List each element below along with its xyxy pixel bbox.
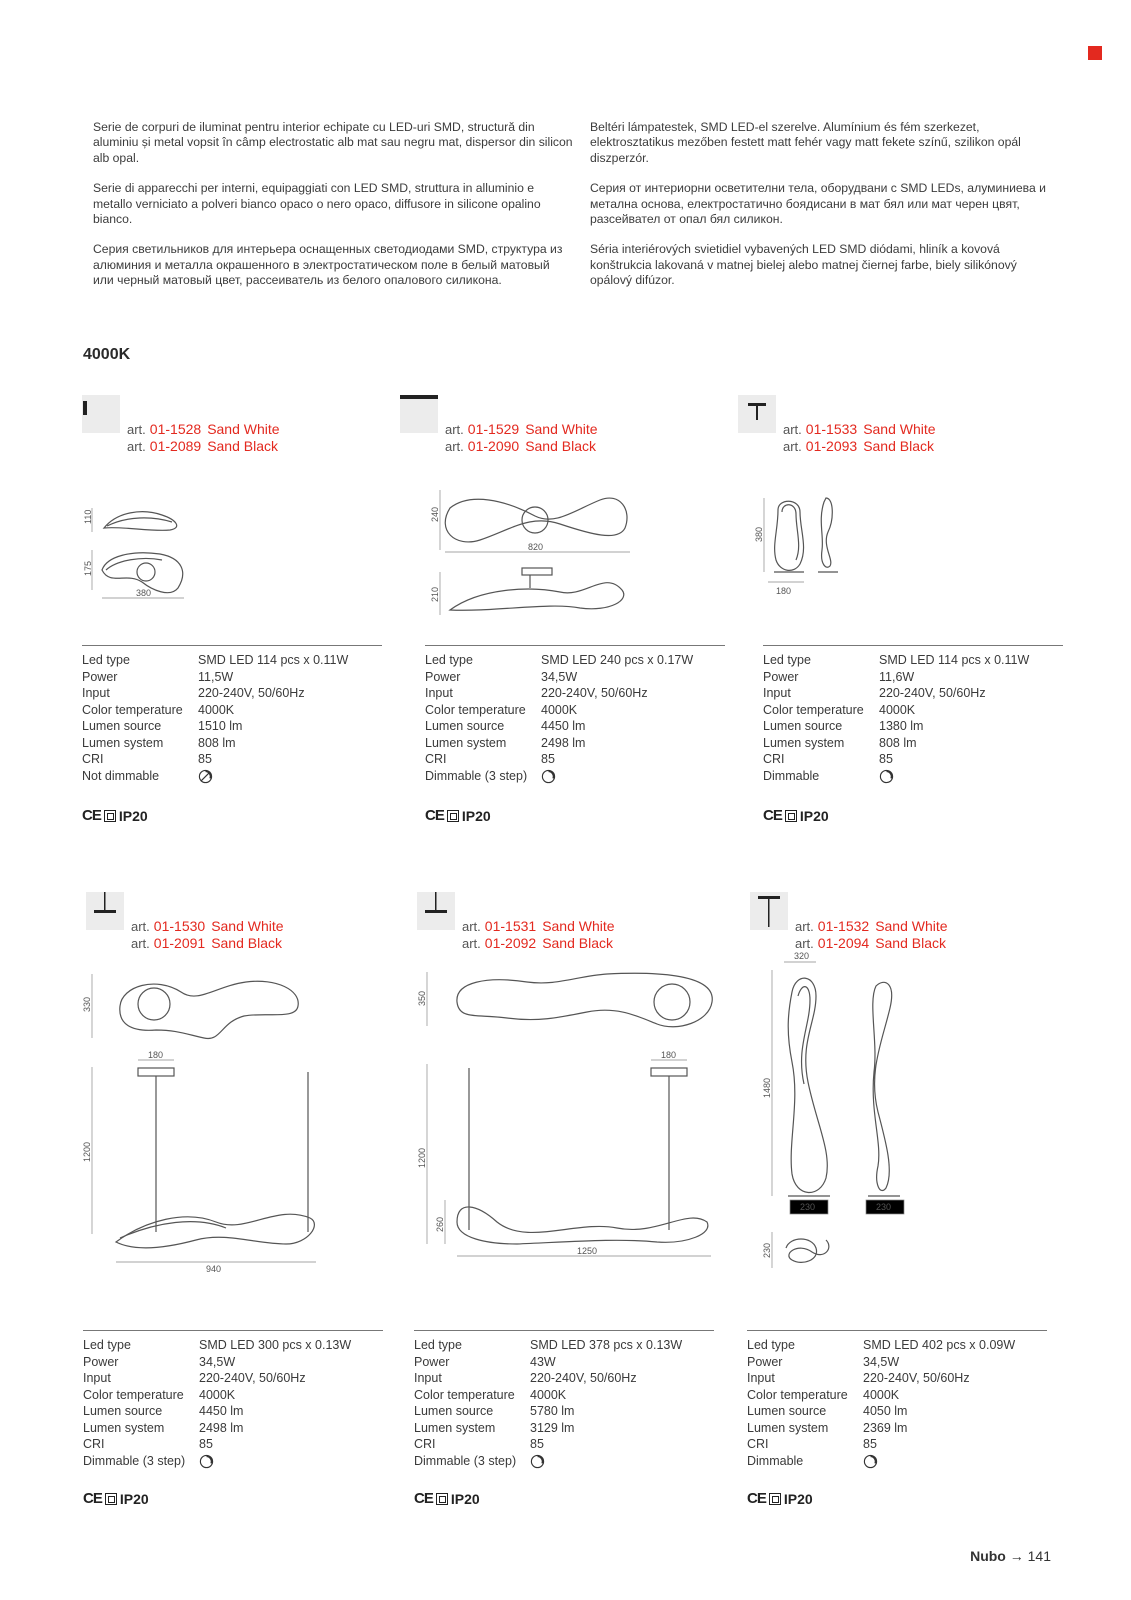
dimension-label: 180 — [776, 586, 792, 596]
spec-label: Dimmable (3 step) — [83, 1453, 186, 1468]
article-code: 01-2093 — [805, 438, 858, 454]
spec-label: Dimmable — [747, 1453, 804, 1468]
article-list — [783, 421, 936, 455]
spec-label: Input — [414, 1371, 442, 1386]
spec-label: Lumen source — [763, 719, 843, 734]
intro-paragraph-hu: Beltéri lámpatestek, SMD LED-el szerelve. Alumínium és fém szerkezet, elektrosztatikus mezőben festett matt fehér vagy matt fekete színű, szilikon opál diszperzór. — [590, 120, 1021, 165]
spec-label: Led type — [763, 653, 811, 668]
intro-paragraph-ru: Серия светильников для интерьера оснащенных светодиодами SMD, структура из алюминия и металла окрашенного в электростатическом поле в белый матовый или черный матовый цвет, рассеиватель из белого опалового силикона. — [93, 242, 563, 288]
certification-marks — [83, 1490, 149, 1507]
dimming-icon — [530, 1454, 545, 1469]
article-line: art. 01-1528 Sand White — [127, 421, 280, 437]
ceiling-mount-icon — [400, 395, 438, 433]
product-card — [82, 892, 396, 1507]
article-code: 01-2091 — [153, 935, 206, 951]
ip-rating: IP20 — [799, 807, 829, 824]
product-card — [738, 395, 1048, 865]
dimension-label: 230 — [876, 1202, 892, 1212]
article-code: 01-1528 — [149, 421, 202, 437]
article-line: art. 01-2091 Sand Black — [131, 935, 283, 951]
article-color: Sand Black — [207, 438, 279, 454]
article-line: art. 01-2090 Sand Black — [445, 438, 597, 454]
article-code: 01-1529 — [467, 421, 520, 437]
spec-label: Led type — [414, 1338, 462, 1353]
dimension-label: 380 — [136, 588, 152, 598]
technical-drawing — [82, 972, 386, 1302]
dimension-label: 380 — [754, 526, 764, 542]
ce-mark: CE — [425, 807, 444, 824]
dimension-label: 230 — [800, 1202, 816, 1212]
spec-label: CRI — [763, 752, 785, 767]
article-color: Sand Black — [211, 935, 283, 951]
spec-label: Color temperature — [425, 702, 526, 717]
article-list — [131, 918, 284, 952]
spec-label: Dimmable (3 step) — [425, 768, 528, 783]
spec-label: Led type — [747, 1338, 795, 1353]
spec-label: Input — [83, 1371, 111, 1386]
spec-value: SMD LED 378 pcs x 0.13W — [530, 1338, 683, 1353]
product-card — [747, 892, 1060, 1507]
article-color: Sand White — [875, 918, 948, 934]
intro-left-column — [93, 120, 573, 304]
spec-label: Lumen source — [82, 719, 162, 734]
spec-label: Led type — [425, 653, 473, 668]
spec-value: 220-240V, 50/60Hz — [199, 1371, 306, 1386]
spec-label: Input — [425, 686, 453, 701]
spec-label: Led type — [82, 653, 130, 668]
dimension-label: 320 — [794, 951, 810, 961]
article-list — [445, 421, 598, 455]
corner-marker — [1088, 46, 1102, 60]
article-line: art. 01-2089 Sand Black — [127, 438, 279, 454]
spec-label: CRI — [747, 1437, 769, 1452]
certification-marks — [414, 1490, 480, 1507]
intro-right-column — [590, 120, 1060, 304]
article-code: 01-2092 — [484, 935, 537, 951]
ip-rating: IP20 — [450, 1490, 480, 1507]
intro-paragraph-bg: Серия от интериорни осветителни тела, оборудвани с SMD LEDs, алуминиева и метална основа, електростатично боядисани в мат бял или мат черен цвят, разсейвател от опал бял силикон. — [590, 181, 1046, 227]
article-color: Sand White — [207, 421, 280, 437]
article-line: art. 01-1533 Sand White — [783, 421, 936, 437]
article-color: Sand White — [525, 421, 598, 437]
spec-value: SMD LED 300 pcs x 0.13W — [199, 1338, 352, 1353]
spec-value: 220-240V, 50/60Hz — [541, 686, 648, 701]
certification-marks — [763, 807, 829, 824]
ce-mark: CE — [82, 807, 101, 824]
class-ii-icon — [447, 810, 459, 822]
class-ii-icon — [785, 810, 797, 822]
dimension-label: 1200 — [417, 1147, 427, 1168]
spec-label: Input — [763, 686, 791, 701]
spec-label: Color temperature — [82, 702, 183, 717]
article-code: 01-1530 — [153, 918, 206, 934]
dimension-label: 110 — [83, 509, 93, 524]
spec-value: 34,5W — [199, 1354, 236, 1369]
dimming-icon — [199, 1454, 214, 1469]
spec-label: Power — [763, 669, 799, 684]
certification-marks — [747, 1490, 813, 1507]
dimension-label: 230 — [762, 1242, 772, 1258]
pendant-mount-icon — [417, 892, 455, 930]
floor-lamp-icon — [750, 892, 788, 930]
spec-value: 85 — [530, 1437, 544, 1452]
spec-label: Power — [83, 1354, 119, 1369]
spec-label: Color temperature — [747, 1387, 848, 1402]
intro-paragraph-ro: Serie de corpuri de iluminat pentru interior echipate cu LED-uri SMD, structură din aluminiu și metal vopsit în câmp electrostatic alb mat sau negru mat, dispersor din silicon alb opal. — [93, 120, 573, 165]
spec-value: 34,5W — [541, 669, 578, 684]
dimension-label: 175 — [83, 560, 93, 576]
ip-rating: IP20 — [783, 1490, 813, 1507]
spec-value: 11,5W — [198, 669, 234, 684]
page-footer — [970, 1548, 1051, 1564]
dimension-label: 1200 — [82, 1141, 92, 1162]
spec-value: 4000K — [879, 702, 916, 717]
spec-value: SMD LED 402 pcs x 0.09W — [863, 1338, 1016, 1353]
spec-value: 85 — [863, 1437, 877, 1452]
spec-value: 4000K — [541, 702, 578, 717]
intro-paragraph-it: Serie di apparecchi per interni, equipaggiati con LED SMD, struttura in alluminio e metallo verniciato a polveri bianco opaco o nero opaco, diffusore in silicone opalino bianco. — [93, 181, 541, 227]
spec-value: 85 — [879, 752, 893, 767]
article-color: Sand White — [211, 918, 284, 934]
article-line: art. 01-2093 Sand Black — [783, 438, 935, 454]
spec-value: 4450 lm — [541, 719, 586, 734]
section-title: 4000K — [83, 346, 131, 363]
spec-value: 220-240V, 50/60Hz — [863, 1371, 970, 1386]
spec-value: 1380 lm — [879, 719, 924, 734]
article-list — [127, 421, 280, 455]
spec-label: Lumen source — [414, 1404, 494, 1419]
spec-label: Color temperature — [83, 1387, 184, 1402]
pendant-mount-icon — [86, 892, 124, 930]
spec-value: 4050 lm — [863, 1404, 908, 1419]
spec-value: 1510 lm — [198, 719, 243, 734]
spec-label: Lumen system — [747, 1420, 829, 1435]
article-list — [795, 918, 948, 952]
spec-value: 220-240V, 50/60Hz — [879, 686, 986, 701]
spec-value: SMD LED 114 pcs x 0.11W — [879, 653, 1030, 668]
article-line: art. 01-1531 Sand White — [462, 918, 615, 934]
spec-label: Lumen system — [414, 1420, 496, 1435]
spec-label: Lumen source — [83, 1404, 163, 1419]
spec-table — [414, 1330, 714, 1469]
dimming-icon — [863, 1454, 878, 1469]
article-code: 01-2089 — [149, 438, 202, 454]
article-code: 01-1532 — [817, 918, 870, 934]
dimming-icon — [198, 769, 213, 784]
spec-table — [425, 645, 725, 784]
dimension-label: 330 — [82, 996, 92, 1012]
dimension-label: 1250 — [577, 1246, 598, 1256]
class-ii-icon — [436, 1493, 448, 1505]
article-line: art. 01-1532 Sand White — [795, 918, 948, 934]
spec-label: Lumen system — [425, 735, 507, 750]
spec-table — [763, 645, 1063, 784]
spec-label: Power — [82, 669, 118, 684]
dimension-label: 180 — [148, 1050, 164, 1060]
ce-mark: CE — [83, 1490, 102, 1507]
spec-label: Dimmable (3 step) — [414, 1453, 517, 1468]
spec-value: 34,5W — [863, 1354, 900, 1369]
class-ii-icon — [104, 810, 116, 822]
ce-mark: CE — [414, 1490, 433, 1507]
dimension-label: 210 — [430, 586, 440, 602]
article-color: Sand Black — [525, 438, 597, 454]
page-number: 141 — [1027, 1548, 1051, 1564]
spec-label: Power — [747, 1354, 783, 1369]
spec-value: 85 — [541, 752, 555, 767]
ce-mark: CE — [747, 1490, 766, 1507]
spec-label: Lumen system — [82, 735, 164, 750]
table-lamp-icon — [738, 395, 776, 433]
spec-value: 4000K — [199, 1387, 236, 1402]
ip-rating: IP20 — [461, 807, 491, 824]
footer-brand: Nubo — [970, 1548, 1006, 1564]
technical-drawing — [738, 490, 1038, 620]
ip-rating: IP20 — [119, 1490, 149, 1507]
spec-value: 4450 lm — [199, 1404, 244, 1419]
article-color: Sand Black — [863, 438, 935, 454]
spec-table — [83, 1330, 383, 1469]
spec-table — [747, 1330, 1047, 1469]
spec-value: 85 — [199, 1437, 213, 1452]
article-color: Sand Black — [875, 935, 947, 951]
arrow-right-icon: → — [1009, 1548, 1024, 1564]
spec-label: Power — [425, 669, 461, 684]
dimension-label: 940 — [206, 1264, 222, 1274]
technical-drawing — [400, 490, 700, 620]
technical-drawing — [750, 952, 1050, 1312]
article-code: 01-1533 — [805, 421, 858, 437]
spec-value: 2369 lm — [863, 1420, 908, 1435]
spec-label: CRI — [425, 752, 447, 767]
article-color: Sand Black — [542, 935, 614, 951]
spec-label: Led type — [83, 1338, 131, 1353]
class-ii-icon — [769, 1493, 781, 1505]
dimension-label: 180 — [661, 1050, 677, 1060]
spec-label: Input — [747, 1371, 775, 1386]
spec-table — [82, 645, 382, 784]
spec-label: CRI — [83, 1437, 105, 1452]
ip-rating: IP20 — [118, 807, 148, 824]
article-color: Sand White — [542, 918, 615, 934]
dimension-label: 1480 — [762, 1077, 772, 1098]
spec-value: 85 — [198, 752, 212, 767]
product-card — [400, 395, 710, 865]
spec-label: Lumen system — [83, 1420, 165, 1435]
article-line: art. 01-1529 Sand White — [445, 421, 598, 437]
article-line: art. 01-2092 Sand Black — [462, 935, 614, 951]
article-color: Sand White — [863, 421, 936, 437]
intro-paragraph-sk: Séria interiérových svietidiel vybavených LED SMD diódami, hliník a kovová konštrukcia lakovaná v matnej bielej alebo matnej čiernej farbe, biely silikónový opálový difúzor. — [590, 242, 1017, 288]
spec-value: 808 lm — [198, 735, 236, 750]
certification-marks — [425, 807, 491, 824]
dimension-label: 820 — [528, 542, 544, 552]
article-code: 01-2090 — [467, 438, 520, 454]
dimming-icon — [879, 769, 894, 784]
spec-value: 5780 lm — [530, 1404, 575, 1419]
product-card — [414, 892, 727, 1507]
dimension-label: 260 — [435, 1216, 445, 1232]
article-line: art. 01-2094 Sand Black — [795, 935, 947, 951]
spec-label: Dimmable — [763, 768, 820, 783]
spec-value: 3129 lm — [530, 1420, 575, 1435]
spec-label: Not dimmable — [82, 768, 160, 783]
dimming-icon — [541, 769, 556, 784]
spec-label: Lumen source — [425, 719, 505, 734]
spec-label: CRI — [414, 1437, 436, 1452]
spec-value: SMD LED 240 pcs x 0.17W — [541, 653, 694, 668]
technical-drawing — [82, 490, 382, 615]
spec-label: Color temperature — [763, 702, 864, 717]
class-ii-icon — [105, 1493, 117, 1505]
spec-label: CRI — [82, 752, 104, 767]
spec-value: 2498 lm — [199, 1420, 244, 1435]
spec-value: 2498 lm — [541, 735, 586, 750]
wall-mount-icon — [82, 395, 120, 433]
spec-value: 220-240V, 50/60Hz — [530, 1371, 637, 1386]
spec-label: Lumen system — [763, 735, 845, 750]
spec-label: Color temperature — [414, 1387, 515, 1402]
spec-value: 11,6W — [879, 669, 915, 684]
spec-label: Input — [82, 686, 110, 701]
product-card — [82, 395, 392, 865]
spec-value: 4000K — [863, 1387, 900, 1402]
article-list — [462, 918, 615, 952]
dimension-label: 240 — [430, 506, 440, 522]
spec-value: 4000K — [198, 702, 235, 717]
spec-label: Power — [414, 1354, 450, 1369]
spec-value: 808 lm — [879, 735, 917, 750]
article-line: art. 01-1530 Sand White — [131, 918, 284, 934]
article-code: 01-2094 — [817, 935, 870, 951]
dimension-label: 350 — [417, 990, 427, 1006]
certification-marks — [82, 807, 148, 824]
technical-drawing — [417, 972, 717, 1302]
ce-mark: CE — [763, 807, 782, 824]
spec-value: SMD LED 114 pcs x 0.11W — [198, 653, 349, 668]
spec-value: 43W — [530, 1354, 556, 1369]
spec-value: 220-240V, 50/60Hz — [198, 686, 305, 701]
spec-label: Lumen source — [747, 1404, 827, 1419]
spec-value: 4000K — [530, 1387, 567, 1402]
article-code: 01-1531 — [484, 918, 537, 934]
